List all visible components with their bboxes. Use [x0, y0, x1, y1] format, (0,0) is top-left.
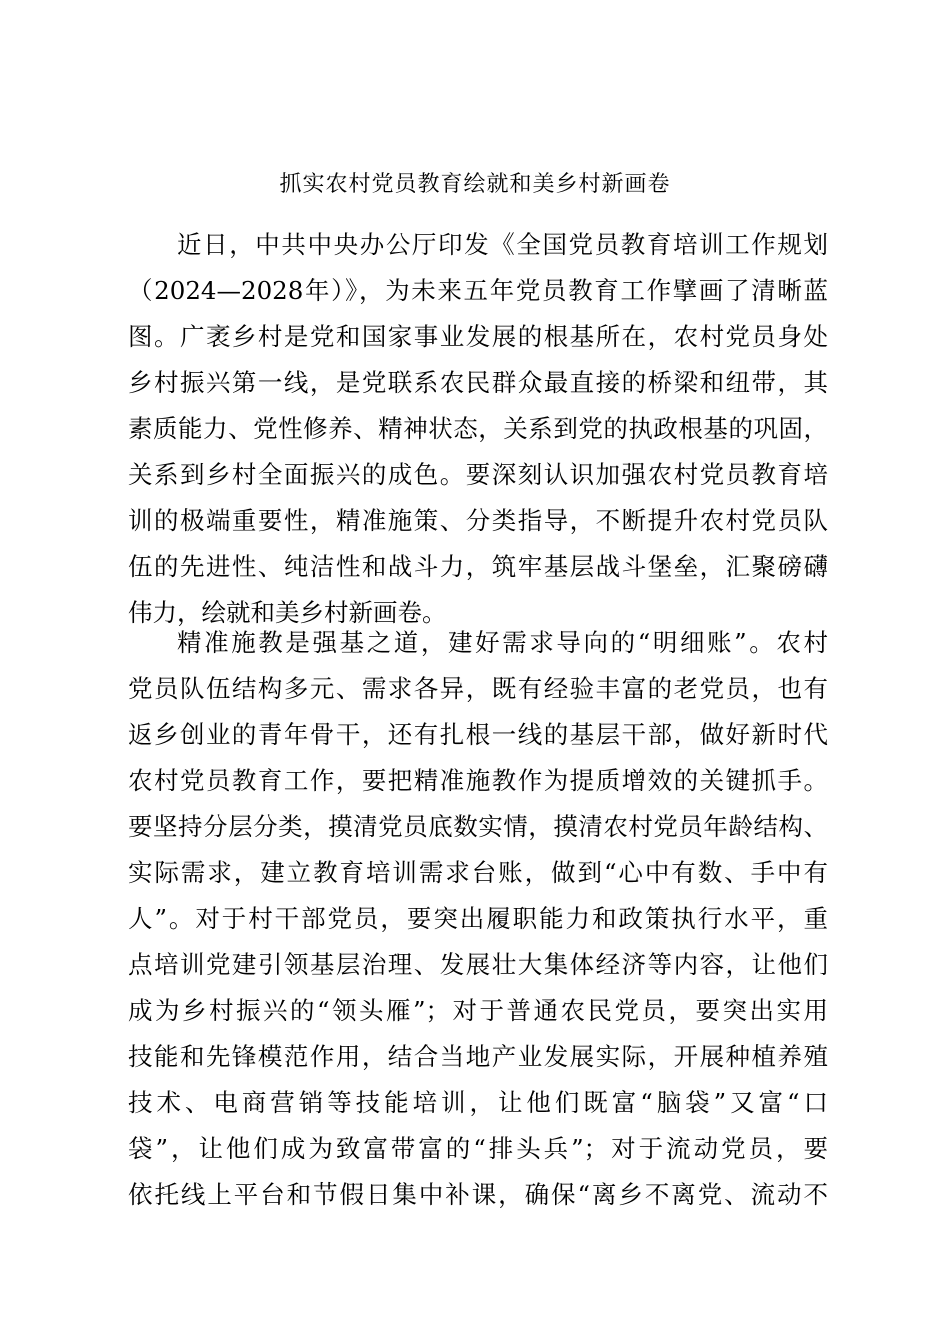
paragraph-line: 实际需求，建立教育培训需求台账，做到“心中有数、手中有 [128, 858, 828, 887]
paragraph-line: （2024—2028年）》，为未来五年党员教育工作擘画了清晰蓝 [128, 276, 828, 305]
paragraph-line: 点培训党建引领基层治理、发展壮大集体经济等内容，让他们 [128, 950, 828, 979]
paragraph-line: 返乡创业的青年骨干，还有扎根一线的基层干部，做好新时代 [128, 720, 828, 749]
paragraph-line: 关系到乡村全面振兴的成色。要深刻认识加强农村党员教育培 [128, 460, 828, 489]
paragraph-line: 素质能力、党性修养、精神状态，关系到党的执政根基的巩固， [128, 414, 828, 443]
paragraph-line: 伟力，绘就和美乡村新画卷。 [128, 598, 447, 627]
paragraph-line: 技能和先锋模范作用，结合当地产业发展实际，开展种植养殖 [128, 1042, 828, 1071]
paragraph-line: 图。广袤乡村是党和国家事业发展的根基所在，农村党员身处 [128, 322, 828, 351]
paragraph-line: 袋”，让他们成为致富带富的“排头兵”；对于流动党员，要 [128, 1134, 828, 1163]
paragraph-line: 技术、电商营销等技能培训，让他们既富“脑袋”又富“口 [128, 1088, 828, 1117]
paragraph-line: 依托线上平台和节假日集中补课，确保“离乡不离党、流动不 [128, 1180, 828, 1209]
paragraph-line: 精准施教是强基之道，建好需求导向的“明细账”。农村 [177, 628, 828, 657]
paragraph-line: 近日，中共中央办公厅印发《全国党员教育培训工作规划 [177, 230, 828, 259]
paragraph-line: 要坚持分层分类，摸清党员底数实情，摸清农村党员年龄结构、 [128, 812, 828, 841]
paragraph-line: 农村党员教育工作，要把精准施教作为提质增效的关键抓手。 [128, 766, 828, 795]
paragraph-line: 乡村振兴第一线，是党联系农民群众最直接的桥梁和纽带，其 [128, 368, 828, 397]
paragraph-2 [128, 620, 828, 1218]
paragraph-line: 训的极端重要性，精准施策、分类指导，不断提升农村党员队 [128, 506, 828, 535]
document-title: 抓实农村党员教育绘就和美乡村新画卷 [279, 172, 671, 197]
paragraph-line: 成为乡村振兴的“领头雁”；对于普通农民党员，要突出实用 [128, 996, 828, 1025]
paragraph-line: 人”。对于村干部党员，要突出履职能力和政策执行水平，重 [128, 904, 828, 933]
paragraph-1 [128, 222, 828, 636]
paragraph-line: 伍的先进性、纯洁性和战斗力，筑牢基层战斗堡垒，汇聚磅礴 [128, 552, 828, 581]
paragraph-line: 党员队伍结构多元、需求各异，既有经验丰富的老党员，也有 [128, 674, 828, 703]
